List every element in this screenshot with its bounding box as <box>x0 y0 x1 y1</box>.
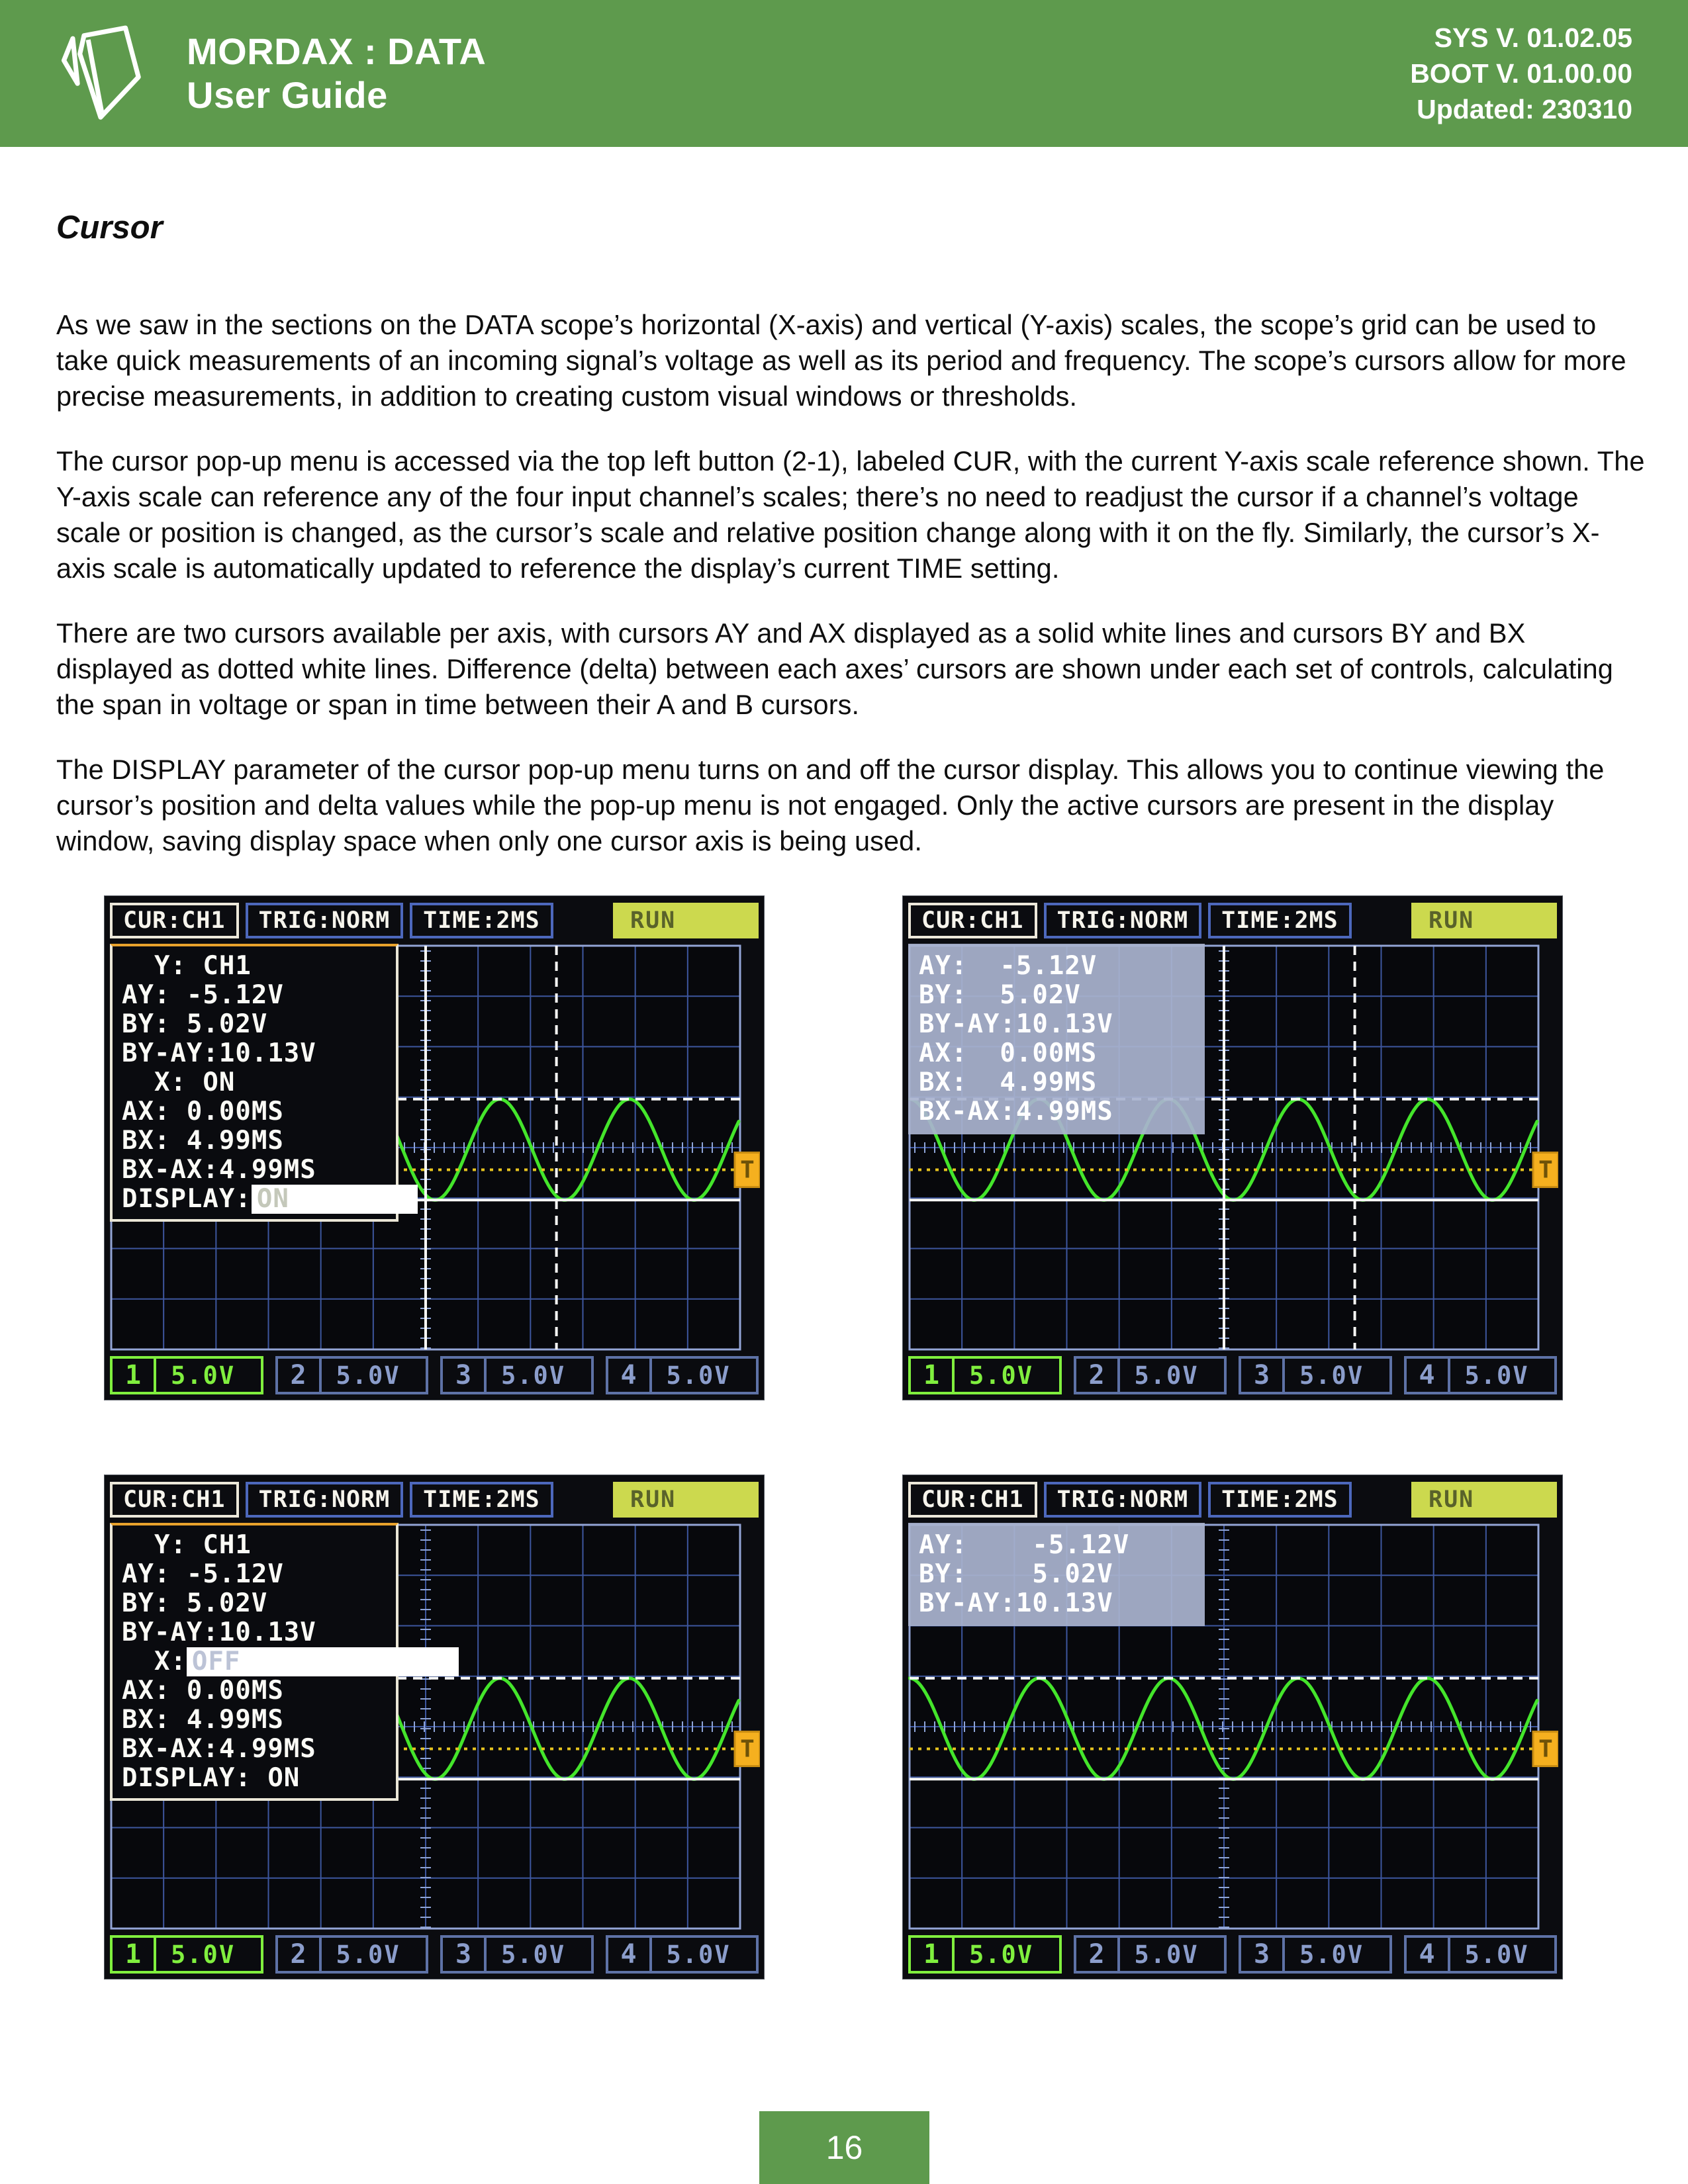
channel-number: 4 <box>1407 1938 1450 1971</box>
channel-scale: 5.0V <box>1299 1940 1364 1969</box>
channel-scale: 5.0V <box>666 1361 731 1390</box>
scope-display-area <box>908 944 1557 1351</box>
trigger-menu-button: TRIG:NORM <box>246 1482 404 1518</box>
channel-number: 2 <box>278 1938 322 1971</box>
time-menu-button: TIME:2MS <box>410 903 553 938</box>
scope-display-area <box>110 944 759 1351</box>
channel-4-box <box>1404 1935 1558 1974</box>
cursor-menu-row: AX: 0.00MS <box>919 1038 1098 1068</box>
channel-scale: 5.0V <box>1299 1361 1364 1390</box>
cursor-menu-row: AY: -5.12V <box>122 980 284 1010</box>
cursor-readout-overlay <box>908 1523 1205 1626</box>
svg-text:T: T <box>740 1735 755 1763</box>
channel-number: 4 <box>608 1359 652 1392</box>
scope-topbar <box>908 903 1557 938</box>
channel-1-box <box>110 1935 263 1974</box>
channel-scale: 5.0V <box>171 1940 236 1969</box>
channel-1-box <box>908 1935 1062 1974</box>
page-header <box>0 0 1688 147</box>
channel-3-box <box>1239 1935 1392 1974</box>
cursor-popup-menu <box>110 944 399 1222</box>
channel-2-box <box>275 1356 429 1394</box>
trigger-marker-icon <box>1533 1732 1558 1766</box>
channel-scale: 5.0V <box>969 1361 1034 1390</box>
updated-date: Updated: 230310 <box>1417 94 1632 124</box>
selected-value-highlight: ON <box>252 1185 418 1214</box>
channel-2-box <box>275 1935 429 1974</box>
cursor-menu-button: CUR:CH1 <box>110 903 239 938</box>
channel-number: 4 <box>608 1938 652 1971</box>
cursor-menu-row: AY: -5.12V <box>919 951 1098 981</box>
svg-text:T: T <box>740 1156 755 1184</box>
channel-2-box <box>1074 1935 1227 1974</box>
cursor-menu-row: BY: 5.02V <box>919 980 1081 1010</box>
cursor-menu-button: CUR:CH1 <box>110 1482 239 1518</box>
paragraph-3: There are two cursors available per axis, with cursors AY and AX displayed as a solid white lines and cursors BY and BX displayed as dotted white lines. Difference (delta) between each axes’ cursors are shown under each set of controls, calculating the span in voltage or span in time between their A and B cursors. <box>56 617 1613 720</box>
channel-3-box <box>440 1356 594 1394</box>
channel-scale: 5.0V <box>666 1940 731 1969</box>
channel-4-box <box>606 1935 759 1974</box>
cursor-menu-row: BY-AY:10.13V <box>122 1617 316 1647</box>
channel-scale: 5.0V <box>1134 1940 1199 1969</box>
trigger-marker-icon <box>1533 1153 1558 1187</box>
cursor-menu-row: DISPLAY: ON <box>122 1763 301 1793</box>
paragraph-4: The DISPLAY parameter of the cursor pop-up menu turns on and off the cursor display. This allows you to continue viewing the cursor’s position and delta values while the pop-up menu is not engaged. Only the active cursors are present in the display window, saving display space when only one cursor axis is being used. <box>56 754 1605 856</box>
channel-scale: 5.0V <box>171 1361 236 1390</box>
channel-bar <box>908 1935 1557 1974</box>
channel-3-box <box>440 1935 594 1974</box>
time-menu-button: TIME:2MS <box>410 1482 553 1518</box>
trigger-marker-icon <box>735 1732 760 1766</box>
paragraph-1: As we saw in the sections on the DATA scope’s horizontal (X-axis) and vertical (Y-axis) scales, the scope’s grid can be used to take quick measurements of an incoming signal’s voltage as well as its period and frequency. The scope’s cursors allow for more precise measurements, in addition to creating custom visual windows or thresholds. <box>56 309 1626 412</box>
cursor-popup-menu <box>110 1523 399 1801</box>
cursor-menu-button: CUR:CH1 <box>908 1482 1037 1518</box>
trigger-menu-button: TRIG:NORM <box>1044 1482 1202 1518</box>
doc-title: MORDAX : DATA <box>187 30 487 72</box>
cursor-menu-row: X: OFF <box>122 1647 387 1676</box>
cursor-menu-row: BY-AY:10.13V <box>122 1038 316 1068</box>
scope-screenshot-top-right <box>902 895 1563 1400</box>
scope-display-area <box>908 1523 1557 1931</box>
channel-number: 1 <box>113 1938 156 1971</box>
trigger-menu-button: TRIG:NORM <box>1044 903 1202 938</box>
scope-topbar <box>110 1482 759 1518</box>
channel-number: 2 <box>278 1359 322 1392</box>
scope-topbar <box>908 1482 1557 1518</box>
cursor-menu-row: BY: 5.02V <box>122 1009 268 1039</box>
cursor-menu-row: BY-AY:10.13V <box>919 1588 1113 1618</box>
cursor-menu-row: AX: 0.00MS <box>122 1097 284 1126</box>
channel-4-box <box>1404 1356 1558 1394</box>
cursor-menu-button: CUR:CH1 <box>908 903 1037 938</box>
channel-1-box <box>110 1356 263 1394</box>
run-status-badge: RUN <box>1411 1482 1557 1518</box>
channel-2-box <box>1074 1356 1227 1394</box>
cursor-menu-row: BY: 5.02V <box>919 1559 1113 1589</box>
channel-number: 1 <box>113 1359 156 1392</box>
channel-number: 3 <box>443 1359 487 1392</box>
cursor-menu-row: BX: 4.99MS <box>919 1068 1098 1097</box>
cursor-menu-row: BX-AX:4.99MS <box>919 1097 1113 1126</box>
channel-scale: 5.0V <box>336 1361 400 1390</box>
channel-number: 1 <box>911 1938 955 1971</box>
channel-number: 1 <box>911 1359 955 1392</box>
channel-number: 3 <box>1241 1938 1285 1971</box>
channel-scale: 5.0V <box>1134 1361 1199 1390</box>
boot-version: BOOT V. 01.00.00 <box>1410 58 1632 89</box>
selected-value-highlight: OFF <box>187 1647 459 1676</box>
channel-number: 4 <box>1407 1359 1450 1392</box>
channel-number: 3 <box>1241 1359 1285 1392</box>
run-status-badge: RUN <box>1411 903 1557 938</box>
channel-scale: 5.0V <box>1464 1361 1529 1390</box>
cursor-menu-row: BX: 4.99MS <box>122 1705 284 1735</box>
channel-scale: 5.0V <box>1464 1940 1529 1969</box>
svg-text:T: T <box>1538 1735 1553 1763</box>
cursor-menu-row: AX: 0.00MS <box>122 1676 284 1706</box>
article-body <box>56 147 1645 859</box>
cursor-menu-row: Y: CH1 <box>122 1530 252 1560</box>
channel-bar <box>110 1935 759 1974</box>
channel-1-box <box>908 1356 1062 1394</box>
cursor-menu-row: DISPLAY: ON <box>122 1185 387 1214</box>
cursor-menu-row: AY: -5.12V <box>122 1559 284 1589</box>
page-number: 16 <box>759 2111 929 2184</box>
cursor-readout-overlay <box>908 944 1205 1134</box>
channel-bar <box>908 1356 1557 1394</box>
time-menu-button: TIME:2MS <box>1208 903 1352 938</box>
channel-3-box <box>1239 1356 1392 1394</box>
time-menu-button: TIME:2MS <box>1208 1482 1352 1518</box>
sys-version: SYS V. 01.02.05 <box>1434 23 1632 53</box>
scope-display-area <box>110 1523 759 1931</box>
trigger-marker-icon <box>735 1153 760 1187</box>
doc-subtitle: User Guide <box>187 74 388 116</box>
channel-number: 2 <box>1076 1359 1120 1392</box>
section-heading: Cursor <box>56 210 163 246</box>
version-info <box>1410 20 1632 127</box>
scope-screenshot-bottom-right <box>902 1475 1563 1979</box>
channel-4-box <box>606 1356 759 1394</box>
channel-scale: 5.0V <box>336 1940 400 1969</box>
cursor-menu-row: BX-AX:4.99MS <box>122 1734 316 1764</box>
cursor-menu-row: BX: 4.99MS <box>122 1126 284 1156</box>
paragraph-2: The cursor pop-up menu is accessed via the top left button (2-1), labeled CUR, with the current Y-axis scale reference shown. The Y-axis scale can reference any of the four input channel’s scales; there’s no need to readjust the cursor if a channel’s voltage scale or position is changed, as the cursor’s scale and relative position change along with it on the fly. Similarly, the cursor’s X-axis scale is automatically updated to reference the display’s current TIME setting. <box>56 445 1645 584</box>
channel-scale: 5.0V <box>969 1940 1034 1969</box>
cursor-menu-row: BX-AX:4.99MS <box>122 1155 316 1185</box>
run-status-badge: RUN <box>613 903 759 938</box>
channel-bar <box>110 1356 759 1394</box>
cursor-menu-row: BY-AY:10.13V <box>919 1009 1113 1039</box>
mordax-logo-icon <box>56 17 156 130</box>
channel-number: 2 <box>1076 1938 1120 1971</box>
run-status-badge: RUN <box>613 1482 759 1518</box>
trigger-menu-button: TRIG:NORM <box>246 903 404 938</box>
scope-screenshot-top-left <box>104 895 765 1400</box>
cursor-menu-row: AY: -5.12V <box>919 1530 1130 1560</box>
svg-text:T: T <box>1538 1156 1553 1184</box>
channel-scale: 5.0V <box>501 1361 566 1390</box>
channel-scale: 5.0V <box>501 1940 566 1969</box>
cursor-menu-row: Y: CH1 <box>122 951 252 981</box>
channel-number: 3 <box>443 1938 487 1971</box>
doc-titles <box>187 30 486 117</box>
scope-topbar <box>110 903 759 938</box>
cursor-menu-row: BY: 5.02V <box>122 1588 268 1618</box>
scope-screenshot-bottom-left <box>104 1475 765 1979</box>
cursor-menu-row: X: ON <box>122 1068 236 1097</box>
